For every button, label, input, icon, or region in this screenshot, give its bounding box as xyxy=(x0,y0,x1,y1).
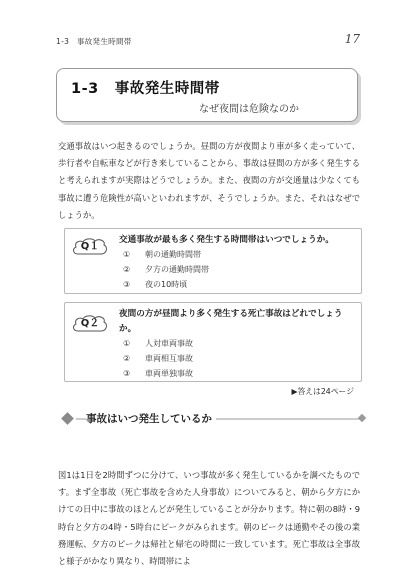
option-number: ③ xyxy=(123,280,131,289)
diamond-right-icon xyxy=(358,414,366,422)
option-item xyxy=(123,336,193,351)
chapter-title xyxy=(71,77,220,98)
page-number: 17 xyxy=(344,32,360,46)
option-text: 朝の通勤時間帯 xyxy=(145,250,201,259)
option-text: 車両単独事故 xyxy=(145,369,193,378)
option-text: 車両相互事故 xyxy=(145,354,193,363)
option-list xyxy=(123,247,209,292)
option-text: 夜の10時頃 xyxy=(145,280,188,289)
section-heading xyxy=(60,410,370,428)
question-label: Q１ xyxy=(80,241,100,252)
chapter-title-box xyxy=(56,68,358,122)
diamond-left-icon xyxy=(61,412,74,425)
chapter-number: 1-3 xyxy=(71,81,99,97)
option-number: ② xyxy=(123,265,131,274)
option-item xyxy=(123,351,193,366)
page-header xyxy=(56,32,360,52)
question-box-2 xyxy=(64,302,362,382)
option-text: 人対車両事故 xyxy=(145,339,193,348)
question-text: 夜間の方が昼間より多く発生する死亡事故はどれでしょうか。 xyxy=(119,309,343,334)
option-number: ③ xyxy=(123,369,131,378)
cloud-label-icon xyxy=(71,314,109,334)
answer-reference: ▶答えは24ページ xyxy=(291,387,354,396)
question-label: Q２ xyxy=(80,318,100,329)
chapter-subtitle: なぜ夜間は危険なのか xyxy=(199,104,299,115)
option-number: ① xyxy=(123,250,131,259)
chapter-title-text: 事故発生時間帯 xyxy=(114,81,220,97)
section-title: 事故はいつ発生しているか xyxy=(86,411,216,426)
option-text: 夕方の通勤時間帯 xyxy=(145,265,209,274)
option-item xyxy=(123,277,209,292)
running-head: 1-3 事故発生時間帯 xyxy=(56,37,132,46)
option-item xyxy=(123,366,193,381)
body-paragraph: 図1は1日を2時間ずつに分けて、いつ事故が多く発生しているかを調べたものです。まず全事故（死亡事故を含めた人身事故）についてみると、朝から夕方にかけての日中に事故のほとんどが発生していることが分かります。特に朝の8時・9時台と夕方の4時・5時台にピークがみられます。朝のピークは通勤やその後の業務運転、夕方のピークは帰社と帰宅の時間に一致しています。死亡事故は全事故と様子がかなり異なり、時間帯によ xyxy=(58,470,360,567)
question-text: 交通事故が最も多く発生する時間帯はいつでしょうか。 xyxy=(119,235,334,245)
cloud-label-icon xyxy=(71,237,109,257)
option-item xyxy=(123,247,209,262)
question-box-1 xyxy=(64,228,362,294)
option-number: ① xyxy=(123,339,131,348)
option-list xyxy=(123,336,193,381)
option-item xyxy=(123,262,209,277)
option-number: ② xyxy=(123,354,131,363)
intro-paragraph: 交通事故はいつ起きるのでしょうか。昼間の方が夜間より車が多く走っていて、歩行者や自転車などが行き来していることから、事故は昼間の方が多く発生すると考えられますが実際はどうでしょうか。また、夜間の方が交通量は少なくても事故に遭う危険性が高いといわれますが、そうでしょうか。また、それはなぜでしょうか。 xyxy=(58,141,360,220)
